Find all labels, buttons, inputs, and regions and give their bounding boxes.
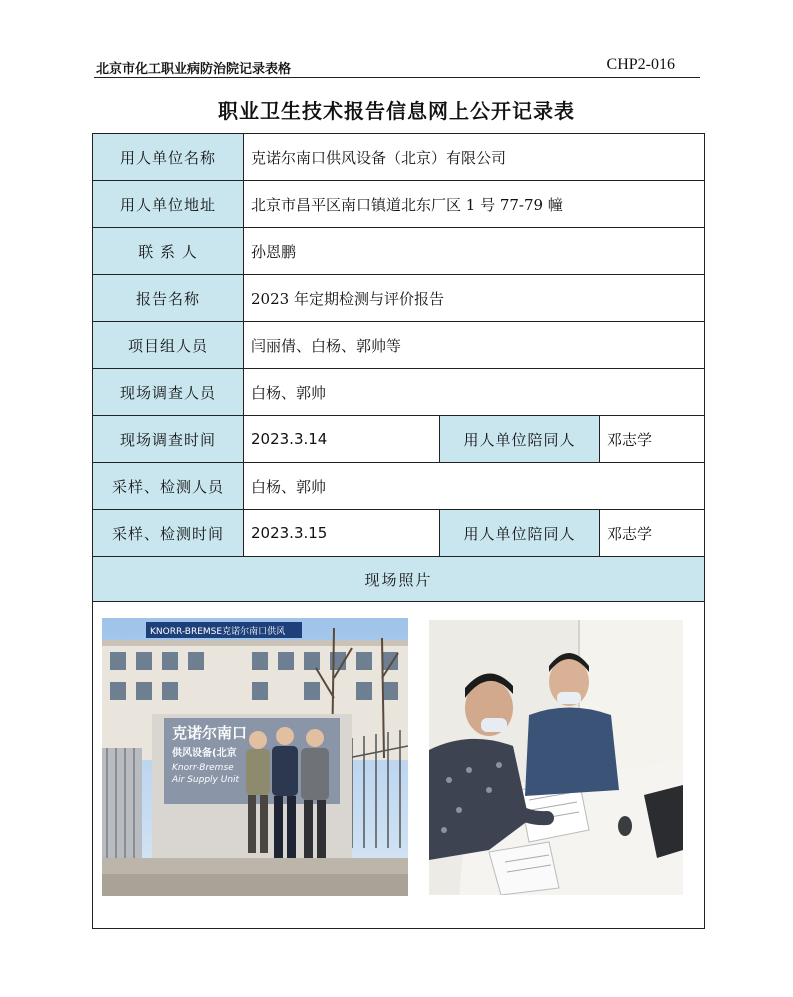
label-sampling-time: 采样、检测时间 xyxy=(93,510,244,557)
label-site-investigation-time: 现场调查时间 xyxy=(93,416,244,463)
row-photos-header xyxy=(93,557,705,602)
row-employer-name xyxy=(93,134,705,181)
label-employer-name: 用人单位名称 xyxy=(93,134,244,181)
value-companion-2: 邓志学 xyxy=(600,510,705,557)
row-sampling-staff xyxy=(93,463,705,510)
row-employer-address xyxy=(93,181,705,228)
label-project-team: 项目组人员 xyxy=(93,322,244,369)
row-photos xyxy=(93,602,705,929)
photos-cell xyxy=(93,602,705,929)
label-companion-2: 用人单位陪同人 xyxy=(440,510,600,557)
sign-company-en-1: Knorr-Bremse xyxy=(172,763,234,773)
value-employer-address: 北京市昌平区南口镇道北东厂区 1 号 77-79 幢 xyxy=(244,181,705,228)
value-site-investigation-time: 2023.3.14 xyxy=(244,416,440,463)
row-report-name xyxy=(93,275,705,322)
value-project-team: 闫丽倩、白杨、郭帅等 xyxy=(244,322,705,369)
label-report-name: 报告名称 xyxy=(93,275,244,322)
rooftop-banner-text: KNORR-BREMSE克诺尔南口供风 xyxy=(150,627,286,637)
value-contact: 孙恩鹏 xyxy=(244,228,705,275)
label-site-investigators: 现场调查人员 xyxy=(93,369,244,416)
label-companion-1: 用人单位陪同人 xyxy=(440,416,600,463)
row-project-team xyxy=(93,322,705,369)
site-photo-entrance xyxy=(102,618,408,896)
row-sampling-time xyxy=(93,510,705,557)
row-contact xyxy=(93,228,705,275)
document-code: CHP2-016 xyxy=(606,56,675,73)
sign-company-en-2: Air Supply Unit xyxy=(172,775,240,785)
value-site-investigators: 白杨、郭帅 xyxy=(244,369,705,416)
sign-company-cn: 克诺尔南口 xyxy=(172,724,248,742)
value-companion-1: 邓志学 xyxy=(600,416,705,463)
row-site-investigation-time xyxy=(93,416,705,463)
institution-name: 北京市化工职业病防治院记录表格 xyxy=(96,62,292,77)
value-sampling-time: 2023.3.15 xyxy=(244,510,440,557)
label-sampling-staff: 采样、检测人员 xyxy=(93,463,244,510)
row-site-investigators xyxy=(93,369,705,416)
site-photo-meeting xyxy=(429,620,683,895)
label-employer-address: 用人单位地址 xyxy=(93,181,244,228)
form-title: 职业卫生技术报告信息网上公开记录表 xyxy=(218,99,575,123)
header-divider xyxy=(94,77,700,78)
label-contact: 联 系 人 xyxy=(93,228,244,275)
value-employer-name: 克诺尔南口供风设备（北京）有限公司 xyxy=(244,134,705,181)
label-site-photos: 现场照片 xyxy=(93,557,705,602)
sign-company-sub: 供风设备(北京 xyxy=(172,748,237,759)
record-table xyxy=(92,133,705,929)
value-sampling-staff: 白杨、郭帅 xyxy=(244,463,705,510)
value-report-name: 2023 年定期检测与评价报告 xyxy=(244,275,705,322)
